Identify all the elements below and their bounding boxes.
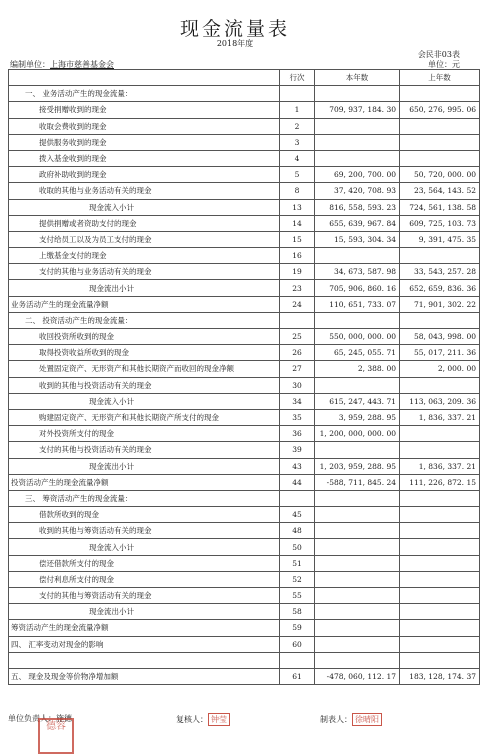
row-prior-year (400, 248, 480, 264)
currency-unit: 单位：元 (428, 60, 460, 69)
row-label: 拨入基金收到的现金 (9, 150, 280, 166)
row-label: 借款所收到的现金 (9, 507, 280, 523)
row-line-no: 14 (280, 215, 315, 231)
row-current-year: 37, 420, 708. 93 (315, 183, 400, 199)
row-label: 收回投资所收到的现金 (9, 329, 280, 345)
row-label: 接受捐赠收到的现金 (9, 102, 280, 118)
row-current-year (315, 312, 400, 328)
row-line-no: 43 (280, 458, 315, 474)
row-prior-year: 1, 836, 337. 21 (400, 458, 480, 474)
row-line-no: 3 (280, 134, 315, 150)
table-row (9, 652, 480, 668)
table-row (9, 668, 480, 684)
row-label: 现金流入小计 (9, 199, 280, 215)
row-current-year (315, 604, 400, 620)
table-row (9, 248, 480, 264)
row-label: 收到的其他与投资活动有关的现金 (9, 377, 280, 393)
row-prior-year (400, 507, 480, 523)
row-label: 现金流入小计 (9, 539, 280, 555)
table-row (9, 102, 480, 118)
cash-flow-table (8, 69, 480, 685)
row-prior-year (400, 442, 480, 458)
row-label: 取得投资收益所收到的现金 (9, 345, 280, 361)
row-prior-year (400, 86, 480, 102)
row-current-year: 3, 959, 288. 95 (315, 409, 400, 425)
row-current-year: 816, 558, 593. 23 (315, 199, 400, 215)
table-row (9, 215, 480, 231)
row-prior-year (400, 539, 480, 555)
row-current-year (315, 248, 400, 264)
row-label: 偿付利息所支付的现金 (9, 571, 280, 587)
row-current-year (315, 118, 400, 134)
row-current-year (315, 555, 400, 571)
row-prior-year: 9, 391, 475. 35 (400, 231, 480, 247)
table-row (9, 167, 480, 183)
table-row (9, 409, 480, 425)
row-current-year: 2, 388. 00 (315, 361, 400, 377)
row-line-no (280, 490, 315, 506)
row-label: 业务活动产生的现金流量净额 (9, 296, 280, 312)
row-line-no: 16 (280, 248, 315, 264)
row-label: 收取会费收到的现金 (9, 118, 280, 134)
table-row (9, 442, 480, 458)
row-label: 收到的其他与筹资活动有关的现金 (9, 523, 280, 539)
row-prior-year: 113, 063, 209. 36 (400, 393, 480, 409)
table-row (9, 393, 480, 409)
table-row (9, 118, 480, 134)
row-prior-year (400, 150, 480, 166)
row-prior-year: 1, 836, 337. 21 (400, 409, 480, 425)
row-label: 筹资活动产生的现金流量净额 (9, 620, 280, 636)
header-item (9, 70, 280, 86)
row-label (9, 652, 280, 668)
row-prior-year: 183, 128, 174. 37 (400, 668, 480, 684)
org-label: 编制单位： (10, 60, 50, 69)
row-current-year (315, 377, 400, 393)
table-row (9, 571, 480, 587)
row-prior-year (400, 523, 480, 539)
table-row (9, 539, 480, 555)
row-prior-year: 23, 564, 143. 52 (400, 183, 480, 199)
table-row (9, 150, 480, 166)
form-code: 会民非03表 (417, 50, 460, 59)
row-prior-year: 33, 543, 257. 28 (400, 264, 480, 280)
leader-seal-stamp: 德容 (38, 718, 74, 754)
row-line-no: 44 (280, 474, 315, 490)
row-prior-year: 71, 901, 302. 22 (400, 296, 480, 312)
row-prior-year: 50, 720, 000. 00 (400, 167, 480, 183)
table-row (9, 426, 480, 442)
row-label: 一、 业务活动产生的现金流量： (9, 86, 280, 102)
table-row (9, 134, 480, 150)
row-line-no: 58 (280, 604, 315, 620)
table-row (9, 636, 480, 652)
row-prior-year: 58, 043, 998. 00 (400, 329, 480, 345)
row-label: 五、 现金及现金等价物净增加额 (9, 668, 280, 684)
row-line-no: 45 (280, 507, 315, 523)
row-prior-year (400, 652, 480, 668)
row-label: 投资活动产生的现金流量净额 (9, 474, 280, 490)
header-prior-year: 上年数 (400, 70, 480, 86)
row-prior-year: 650, 276, 995. 06 (400, 102, 480, 118)
preparer-label: 制表人： (320, 715, 352, 724)
row-line-no: 23 (280, 280, 315, 296)
row-label: 购建固定资产、无形资产和其他长期资产所支付的现金 (9, 409, 280, 425)
row-current-year (315, 636, 400, 652)
row-current-year (315, 507, 400, 523)
row-label: 支付给员工以及为员工支付的现金 (9, 231, 280, 247)
row-line-no: 51 (280, 555, 315, 571)
table-row (9, 377, 480, 393)
row-current-year (315, 620, 400, 636)
row-current-year: 110, 651, 733. 07 (315, 296, 400, 312)
row-label: 政府补助收到的现金 (9, 167, 280, 183)
table-row (9, 458, 480, 474)
table-header (9, 70, 480, 86)
row-label: 二、 投资活动产生的现金流量： (9, 312, 280, 328)
row-prior-year (400, 604, 480, 620)
row-current-year (315, 442, 400, 458)
row-label: 收取的其他与业务活动有关的现金 (9, 183, 280, 199)
row-label: 现金流入小计 (9, 393, 280, 409)
row-current-year: 1, 200, 000, 000. 00 (315, 426, 400, 442)
row-prior-year: 2, 000. 00 (400, 361, 480, 377)
table-row (9, 620, 480, 636)
row-current-year (315, 150, 400, 166)
row-current-year (315, 490, 400, 506)
row-label: 支付的其他与筹资活动有关的现金 (9, 588, 280, 604)
footer-reviewer (176, 713, 230, 726)
row-label: 上缴基金支付的现金 (9, 248, 280, 264)
row-line-no: 52 (280, 571, 315, 587)
row-current-year: 1, 203, 959, 288. 95 (315, 458, 400, 474)
row-label: 对外投资所支付的现金 (9, 426, 280, 442)
leader-label: 单位负责人： (8, 714, 56, 723)
row-prior-year (400, 312, 480, 328)
table-row (9, 474, 480, 490)
row-prior-year: 609, 725, 103. 73 (400, 215, 480, 231)
report-year: 2018年度 (216, 39, 254, 48)
row-line-no: 1 (280, 102, 315, 118)
row-line-no: 13 (280, 199, 315, 215)
row-line-no: 5 (280, 167, 315, 183)
row-line-no: 26 (280, 345, 315, 361)
row-line-no: 4 (280, 150, 315, 166)
row-current-year: -588, 711, 845. 24 (315, 474, 400, 490)
row-line-no: 36 (280, 426, 315, 442)
org-name: 上海市慈善基金会 (50, 60, 114, 69)
header-line-no: 行次 (280, 70, 315, 86)
row-current-year (315, 588, 400, 604)
row-prior-year: 55, 017, 211. 36 (400, 345, 480, 361)
row-label: 处置固定资产、无形资产和其他长期资产而收回的现金净额 (9, 361, 280, 377)
row-current-year: 15, 593, 304. 34 (315, 231, 400, 247)
table-row (9, 329, 480, 345)
row-line-no: 39 (280, 442, 315, 458)
footer-preparer (320, 713, 382, 726)
row-current-year: 550, 000, 000. 00 (315, 329, 400, 345)
row-label: 现金流出小计 (9, 280, 280, 296)
row-line-no: 8 (280, 183, 315, 199)
row-label: 支付的其他与业务活动有关的现金 (9, 264, 280, 280)
row-line-no: 24 (280, 296, 315, 312)
row-label: 偿还借款所支付的现金 (9, 555, 280, 571)
table-row (9, 345, 480, 361)
row-label: 三、 筹资活动产生的现金流量： (9, 490, 280, 506)
row-line-no: 60 (280, 636, 315, 652)
row-label: 支付的其他与投资活动有关的现金 (9, 442, 280, 458)
table-row (9, 86, 480, 102)
row-line-no: 50 (280, 539, 315, 555)
reviewer-stamp: 钟莹 (208, 713, 230, 726)
row-current-year (315, 652, 400, 668)
row-current-year (315, 571, 400, 587)
row-line-no: 35 (280, 409, 315, 425)
row-prior-year (400, 118, 480, 134)
row-current-year (315, 134, 400, 150)
row-prior-year (400, 555, 480, 571)
row-prior-year (400, 490, 480, 506)
table-row (9, 490, 480, 506)
row-line-no: 34 (280, 393, 315, 409)
row-line-no: 48 (280, 523, 315, 539)
table-row (9, 183, 480, 199)
row-prior-year (400, 636, 480, 652)
row-line-no (280, 652, 315, 668)
row-prior-year: 652, 659, 836. 36 (400, 280, 480, 296)
row-prior-year: 111, 226, 872. 15 (400, 474, 480, 490)
table-row (9, 361, 480, 377)
table-row (9, 199, 480, 215)
row-label: 四、 汇率变动对现金的影响 (9, 636, 280, 652)
table-row (9, 588, 480, 604)
row-current-year: 34, 673, 587. 98 (315, 264, 400, 280)
row-current-year (315, 86, 400, 102)
row-label: 提供服务收到的现金 (9, 134, 280, 150)
table-row (9, 507, 480, 523)
preparer-stamp: 徐晴阳 (352, 713, 382, 726)
row-current-year: 69, 200, 700. 00 (315, 167, 400, 183)
table-row (9, 264, 480, 280)
row-line-no: 25 (280, 329, 315, 345)
row-line-no: 55 (280, 588, 315, 604)
row-label: 现金流出小计 (9, 604, 280, 620)
row-line-no (280, 312, 315, 328)
row-line-no: 19 (280, 264, 315, 280)
row-current-year: -478, 060, 112. 17 (315, 668, 400, 684)
table-row (9, 280, 480, 296)
row-current-year: 705, 906, 860. 16 (315, 280, 400, 296)
row-current-year: 615, 247, 443. 71 (315, 393, 400, 409)
row-current-year: 709, 937, 184. 30 (315, 102, 400, 118)
row-current-year (315, 539, 400, 555)
row-prior-year (400, 620, 480, 636)
row-prior-year (400, 377, 480, 393)
leader-name: 施德 (56, 714, 72, 723)
row-current-year (315, 523, 400, 539)
row-line-no: 15 (280, 231, 315, 247)
row-line-no: 27 (280, 361, 315, 377)
row-prior-year (400, 571, 480, 587)
table-row (9, 231, 480, 247)
row-line-no: 61 (280, 668, 315, 684)
row-prior-year: 724, 561, 138. 58 (400, 199, 480, 215)
row-line-no: 59 (280, 620, 315, 636)
table-row (9, 555, 480, 571)
table-row (9, 296, 480, 312)
reviewer-label: 复核人： (176, 715, 208, 724)
table-row (9, 523, 480, 539)
row-line-no: 30 (280, 377, 315, 393)
row-label: 提供捐赠或者资助支付的现金 (9, 215, 280, 231)
table-row (9, 604, 480, 620)
row-prior-year (400, 588, 480, 604)
row-current-year: 655, 639, 967. 84 (315, 215, 400, 231)
row-line-no: 2 (280, 118, 315, 134)
row-label: 现金流出小计 (9, 458, 280, 474)
row-line-no (280, 86, 315, 102)
header-current-year: 本年数 (315, 70, 400, 86)
table-row (9, 312, 480, 328)
row-prior-year (400, 426, 480, 442)
report-title: 现金流量表 (179, 18, 290, 40)
row-current-year: 65, 245, 055. 71 (315, 345, 400, 361)
row-prior-year (400, 134, 480, 150)
